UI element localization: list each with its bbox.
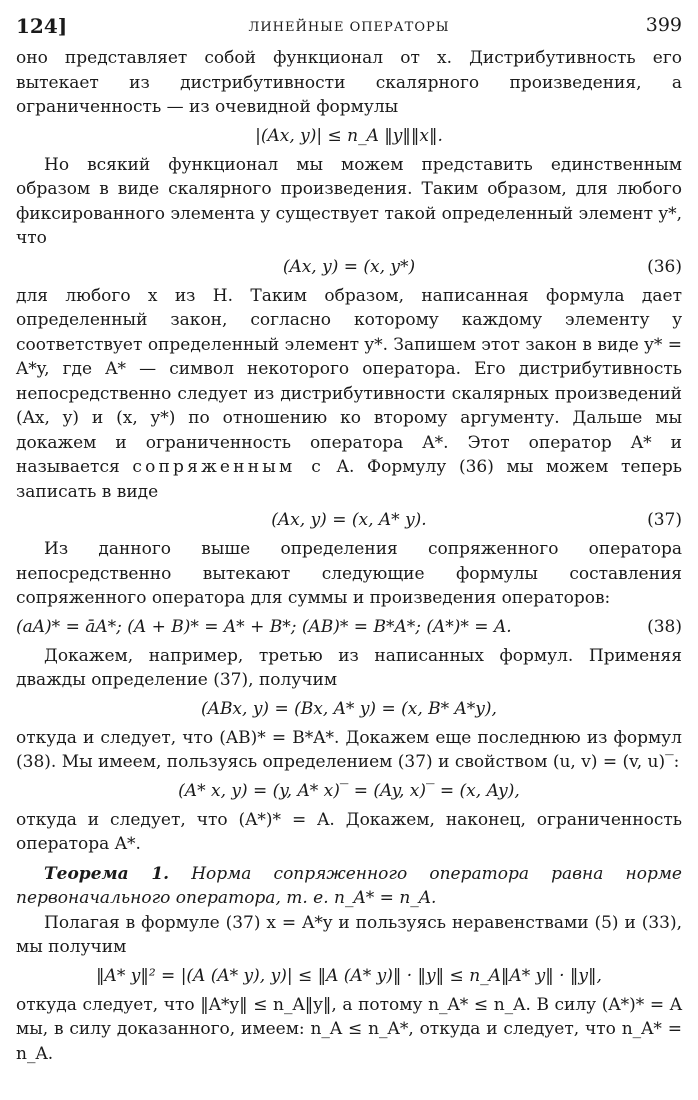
paragraph-1: оно представляет собой функционал от x. Дистрибутивность его вытекает из дистрибутивности скалярного произведения, а ограниченность — из очевидной формулы — [16, 48, 682, 117]
equation-double-adjoint-text: (A* x, y) = (y, A* x)‾ = (Ay, x)‾ = (x, Ay), — [178, 780, 520, 801]
section-number: 124] — [16, 14, 68, 38]
equation-38 — [16, 615, 682, 639]
equation-bound — [16, 124, 682, 148]
equation-product — [16, 697, 682, 721]
paragraph-8: Полагая в формуле (37) x = A*y и пользуясь неравенствами (5) и (33), мы получим — [16, 912, 682, 957]
equation-norm-chain-text: ‖A* y‖² = |(A (A* y), y)| ≤ ‖A (A* y)‖ · ‖y‖ ≤ n_A‖A* y‖ · ‖y‖, — [96, 965, 602, 986]
equation-37-number: (37) — [647, 510, 682, 530]
running-title: ЛИНЕЙНЫЕ ОПЕРАТОРЫ — [248, 20, 450, 35]
page-header — [16, 6, 682, 46]
paragraph-6: откуда и следует, что (AB)* = B*A*. Докажем еще последнюю из формул (38). Мы имеем, пользуясь определением (37) и свойством (u, v) = (v, u)‾: — [16, 727, 682, 772]
equation-36 — [16, 255, 682, 279]
paragraph-9: откуда следует, что ‖A*y‖ ≤ n_A‖y‖, а потому n_A* ≤ n_A. В силу (A*)* = A мы, в силу доказанного, имеем: n_A ≤ n_A*, откуда и следует, что n_A* = n_A. — [16, 994, 682, 1064]
paragraph-3-end: A. Формулу (36) мы можем теперь записать в виде — [16, 457, 683, 502]
equation-36-number: (36) — [647, 256, 682, 277]
theorem-statement: Норма сопряженного оператора равна норме первоначального оператора, т. е. n_A* = n_A. — [16, 863, 682, 908]
equation-38-text: (aA)* = āA*; (A + B)* = A* + B*; (AB)* = B*A*; (A*)* = A. — [16, 616, 512, 637]
equation-double-adjoint — [16, 779, 682, 803]
equation-product-text: (ABx, y) = (Bx, A* y) = (x, B* A*y), — [201, 698, 497, 719]
paragraph-3 — [16, 284, 682, 505]
paragraph-3-start: для любого x из H. Таким образом, написанная формула дает определенный закон, согласно которому каждому элементу y соответствует определенный элемент y*. Запишем этот закон в виде y* = A*y, где A* — символ некоторого оператора. Его дистрибутивность непосредственно следует из дистрибутивности скалярных произведений (Ax, y) и (x, y*) по отношению ко второму аргументу. Дальше мы докажем и ограниченность оператора A*. Этот оператор A* и называется — [16, 285, 682, 477]
equation-36-text: (Ax, y) = (x, y*) — [282, 256, 416, 277]
equation-norm-chain — [16, 964, 682, 988]
paragraph-5: Докажем, например, третью из написанных формул. Применяя дважды определение (37), получим — [16, 645, 682, 690]
paragraph-4: Из данного выше определения сопряженного оператора непосредственно вытекают следующие формулы составления сопряженного оператора для суммы и произведения операторов: — [16, 539, 682, 608]
paragraph-7: откуда и следует, что (A*)* = A. Докажем, наконец, ограниченность оператора A*. — [16, 809, 682, 854]
page-number: 399 — [645, 14, 682, 36]
equation-bound-text: |(Ax, y)| ≤ n_A ‖y‖‖x‖. — [255, 125, 443, 146]
theorem-1 — [16, 862, 682, 911]
term-adjoint: сопряженным с — [132, 457, 324, 477]
equation-37-text: (Ax, y) = (x, A* y). — [271, 510, 427, 530]
equation-37 — [16, 508, 682, 532]
equation-38-number: (38) — [647, 616, 682, 637]
theorem-title: Теорема 1. — [44, 863, 170, 884]
paragraph-2: Но всякий функционал мы можем представить единственным образом в виде скалярного произведения. Таким образом, для любого фиксированного элемента y существует такой определенный элемент y*, что — [16, 154, 682, 248]
